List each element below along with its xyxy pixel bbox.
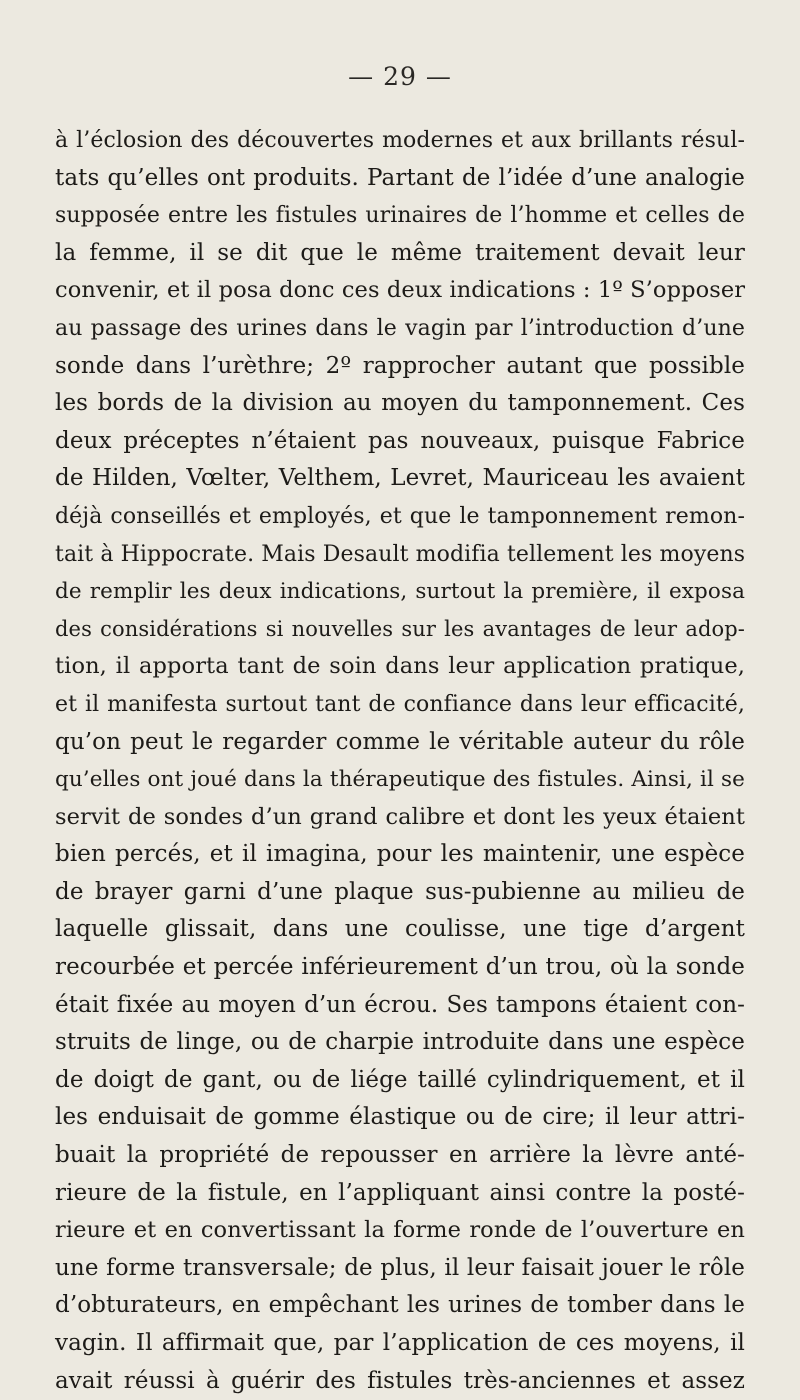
text-line: les enduisait de gomme élastique ou de cire; il leur attri- [55, 1104, 745, 1131]
text-line: tion, il apporta tant de soin dans leur application pratique, [55, 653, 745, 680]
text-line: de remplir les deux indications, surtout la première, il exposa [55, 579, 745, 605]
text-line: les bords de la division au moyen du tamponnement. Ces [55, 390, 745, 417]
text-line: d’obturateurs, en empêchant les urines de tomber dans le [55, 1292, 745, 1319]
text-line: bien percés, et il imagina, pour les maintenir, une espèce [55, 841, 745, 868]
text-line: qu’on peut le regarder comme le véritable auteur du rôle [55, 728, 745, 755]
text-line: était fixée au moyen d’un écrou. Ses tampons étaient con- [55, 991, 745, 1018]
text-line: une forme transversale; de plus, il leur faisait jouer le rôle [55, 1254, 745, 1281]
text-line: supposée entre les fistules urinaires de l’homme et celles de [55, 203, 745, 229]
text-line: tats qu’elles ont produits. Partant de l’idée d’une analogie [55, 164, 745, 191]
text-line: de Hilden, Vœlter, Velthem, Levret, Mauriceau les avaient [55, 465, 745, 492]
text-line: à l’éclosion des découvertes modernes et aux brillants résul- [55, 128, 745, 153]
text-line: tait à Hippocrate. Mais Desault modifia tellement les moyens [55, 541, 746, 567]
text-line: servit de sondes d’un grand calibre et dont les yeux étaient [55, 803, 745, 830]
text-line: la femme, il se dit que le même traitement devait leur [55, 239, 745, 266]
text-line: avait réussi à guérir des fistules très-anciennes et assez [55, 1367, 745, 1394]
text-line: rieure de la fistule, en l’appliquant ainsi contre la posté- [55, 1179, 745, 1206]
text-line: sonde dans l’urèthre; 2º rapprocher autant que possible [55, 352, 745, 379]
text-line: convenir, et il posa donc ces deux indications : 1º S’opposer [55, 277, 746, 304]
text-line: de brayer garni d’une plaque sus-pubienne au milieu de [55, 878, 745, 905]
text-line: struits de linge, ou de charpie introduite dans une espèce [55, 1029, 745, 1056]
text-line: rieure et en convertissant la forme ronde de l’ouverture en [55, 1217, 745, 1244]
text-line: de doigt de gant, ou de liége taillé cylindriquement, et il [55, 1066, 745, 1093]
text-line: deux préceptes n’étaient pas nouveaux, puisque Fabrice [55, 427, 745, 454]
body-text [55, 122, 745, 1400]
text-line: buait la propriété de repousser en arrière la lèvre anté- [55, 1142, 745, 1169]
text-line: recourbée et percée inférieurement d’un trou, où la sonde [55, 954, 745, 981]
text-line: des considérations si nouvelles sur les avantages de leur adop- [55, 616, 745, 641]
text-line: et il manifesta surtout tant de confiance dans leur efficacité, [55, 691, 745, 717]
text-line: qu’elles ont joué dans la thérapeutique des fistules. Ainsi, il se [55, 767, 745, 793]
text-line: laquelle glissait, dans une coulisse, une tige d’argent [55, 916, 745, 943]
text-line: au passage des urines dans le vagin par l’introduction d’une [55, 315, 745, 341]
text-line: vagin. Il affirmait que, par l’application de ces moyens, il [55, 1330, 745, 1356]
page-number: — 29 — [348, 62, 452, 91]
text-line: déjà conseillés et employés, et que le tamponnement remon- [55, 503, 745, 529]
